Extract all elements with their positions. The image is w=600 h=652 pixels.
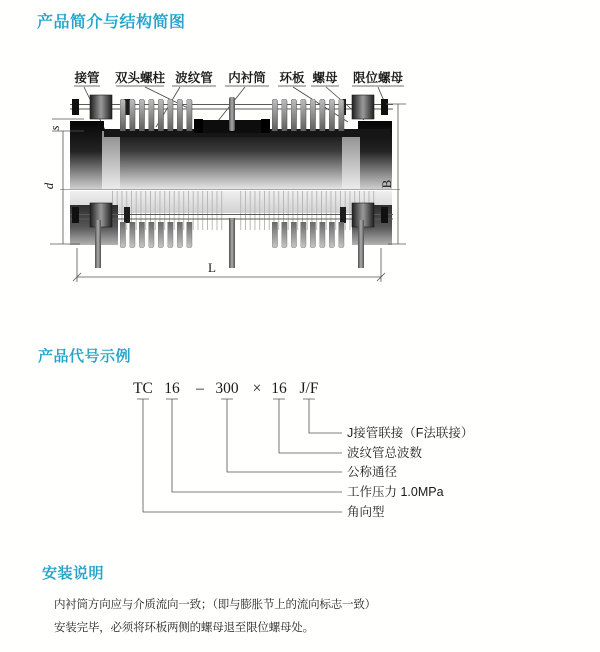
callout-working-pressure: 工作压力 1.0MPa bbox=[347, 485, 444, 499]
callout-wave-count: 波纹管总波数 bbox=[347, 446, 423, 460]
dim-label-s: s bbox=[47, 125, 62, 131]
part-label-nut: 螺母 bbox=[312, 71, 338, 85]
code-separator-times: × bbox=[252, 380, 262, 397]
code-token-connection: J/F bbox=[299, 380, 319, 397]
code-token-pressure: 16 bbox=[164, 380, 180, 397]
callout-angular-type: 角向型 bbox=[347, 505, 385, 519]
bellows-fins-lower-left bbox=[120, 222, 196, 248]
section-title-intro: 产品简介与结构简图 bbox=[37, 14, 186, 31]
bellows-fins-upper-right bbox=[272, 99, 348, 131]
dim-label-B: B bbox=[379, 179, 394, 189]
dim-label-d: d bbox=[41, 182, 56, 190]
part-label-ring-plate: 环板 bbox=[279, 71, 305, 85]
callout-connection: J接管联接（F法联接） bbox=[347, 426, 474, 440]
section-title-install: 安装说明 bbox=[42, 565, 105, 582]
install-note-line2: 安装完毕，必须将环板两侧的螺母退至限位螺母处。 bbox=[54, 622, 314, 634]
callout-nominal-diameter: 公称通径 bbox=[347, 465, 398, 479]
dim-label-L: L bbox=[208, 260, 216, 275]
part-label-liner: 内衬筒 bbox=[228, 71, 266, 85]
install-note-line1: 内衬筒方向应与介质流向一致；（即与膨胀节上的流向标志一致） bbox=[54, 599, 376, 611]
part-label-bellows: 波纹管 bbox=[175, 71, 213, 85]
stud-lower-right bbox=[358, 220, 364, 268]
product-code-example bbox=[133, 380, 473, 519]
bellows-fins-lower-right bbox=[272, 222, 348, 248]
bellows-fins-upper-left bbox=[120, 99, 196, 131]
upper-body bbox=[70, 97, 392, 189]
part-label-stud: 双头螺柱 bbox=[114, 71, 166, 85]
code-token-diameter: 300 bbox=[215, 380, 239, 397]
stud-lower-left bbox=[95, 220, 101, 268]
code-token-type: TC bbox=[133, 380, 153, 397]
code-token-waves: 16 bbox=[271, 380, 287, 397]
part-label-limit-nut: 限位螺母 bbox=[352, 71, 404, 85]
lower-body bbox=[70, 191, 393, 268]
code-separator-dash: – bbox=[196, 380, 204, 397]
section-title-code: 产品代号示例 bbox=[38, 348, 132, 365]
code-callout-labels bbox=[347, 425, 473, 519]
product-code-tokens bbox=[133, 380, 319, 397]
stud-lower-center bbox=[229, 218, 235, 268]
code-callout-lines bbox=[137, 399, 342, 512]
joint-assembly bbox=[41, 95, 406, 282]
center-stud-upper bbox=[229, 97, 235, 131]
part-label-pipe-end: 接管 bbox=[74, 71, 100, 85]
